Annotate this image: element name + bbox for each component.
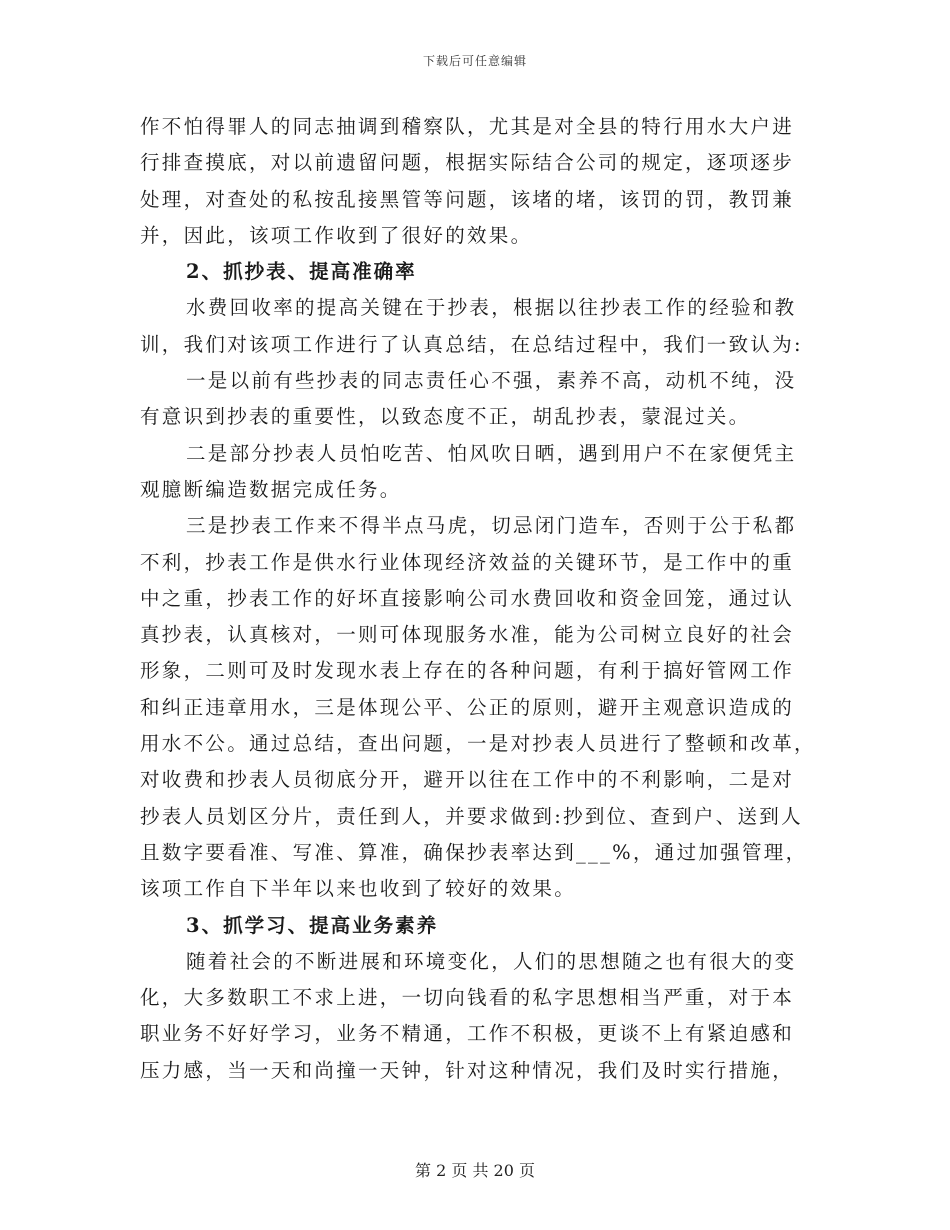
body-line: 二是部分抄表人员怕吃苦、怕风吹日晒，遇到用户不在家便凭主 [186,441,797,465]
body-line: 中之重，抄表工作的好坏直接影响公司水费回收和资金回笼，通过认 [140,586,795,610]
body-line: 抄表人员划区分片，责任到人，并要求做到:抄到位、查到户、送到人 [140,804,803,828]
page-header: 下载后可任意编辑 [422,54,527,68]
body-line: 作不怕得罪人的同志抽调到稽察队，尤其是对全县的特行用水大户进 [140,115,795,138]
document-body [140,109,816,1089]
body-line: 训，我们对该项工作进行了认真总结，在总结过程中，我们一致认为: [140,332,803,356]
body-line: 且数字要看准、写准、算准，确保抄表率达到___%，通过加强管理， [140,840,808,864]
body-line: 真抄表，认真核对，一则可体现服务水准，能为公司树立良好的社会 [140,623,795,647]
body-line: 随着社会的不断进展和环境变化，人们的思想随之也有很大的变 [186,949,797,973]
body-line: 有意识到抄表的重要性，以致态度不正，胡乱抄表，蒙混过关。 [140,405,751,429]
body-line: 形象，二则可及时发现水表上存在的各种问题，有利于搞好管网工作 [140,659,795,683]
body-line: 压力感，当一天和尚撞一天钟，针对这种情况，我们及时实行措施， [140,1058,795,1082]
body-line: 化，大多数职工不求上进，一切向钱看的私字思想相当严重，对于本 [140,986,795,1010]
body-line: 对收费和抄表人员彻底分开，避开以往在工作中的不利影响，二是对 [140,768,795,792]
page-number-footer: 第 2 页 共 20 页 [415,1161,535,1180]
body-line: 观臆断编造数据完成任务。 [140,477,402,501]
body-line: 不利，抄表工作是供水行业体现经济效益的关键环节，是工作中的重 [140,550,795,574]
body-line: 该项工作自下半年以来也收到了较好的效果。 [140,877,577,901]
body-line: 处理，对查处的私按乱接黑管等问题，该堵的堵，该罚的罚，教罚兼 [140,187,795,211]
body-line: 水费回收率的提高关键在于抄表，根据以往抄表工作的经验和教 [186,296,797,320]
section-heading-2: 2、抓抄表、提高准确率 [186,260,417,284]
body-line: 一是以前有些抄表的同志责任心不强，素养不高，动机不纯，没 [186,369,797,393]
body-line: 和纠正违章用水，三是体现公平、公正的原则，避开主观意识造成的 [140,695,795,719]
body-line: 职业务不好好学习，业务不精通，工作不积极，更谈不上有紧迫感和 [140,1022,795,1046]
section-heading-3: 3、抓学习、提高业务素养 [186,913,439,937]
body-line: 用水不公。通过总结，查出问题，一是对抄表人员进行了整顿和改革， [140,732,816,756]
body-line: 三是抄表工作来不得半点马虎，切忌闭门造车，否则于公于私都 [186,514,797,538]
body-line: 行排查摸底，对以前遗留问题，根据实际结合公司的规定，逐项逐步 [140,151,795,175]
body-line: 并，因此，该项工作收到了很好的效果。 [140,223,533,247]
